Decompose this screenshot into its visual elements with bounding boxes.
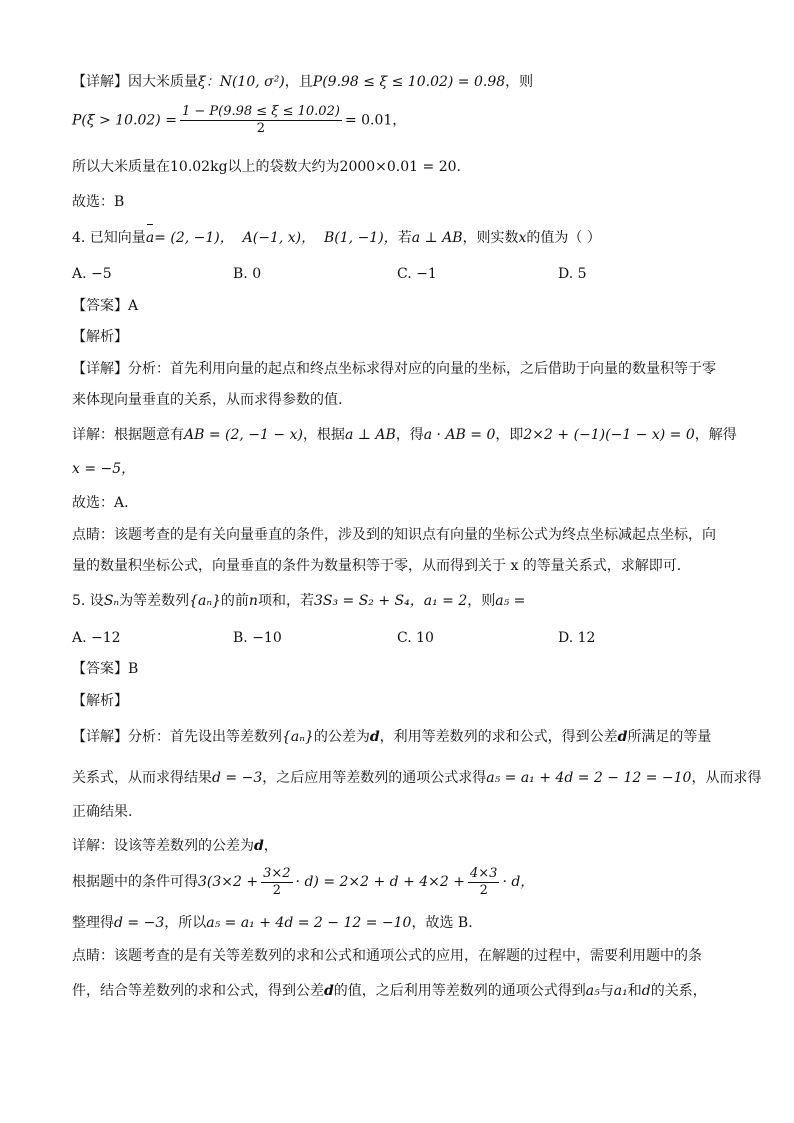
- math-fraction: $\frac{4\times 3}{2}$: [470, 865, 498, 898]
- option-a: A. −5: [72, 266, 112, 282]
- math-condition: 3S₃ = S₂ + S₄，a₁ = 2: [313, 593, 468, 609]
- point-b: B(1, −1)，: [324, 230, 398, 246]
- math-sequence: {aₙ}: [189, 593, 221, 609]
- math-vector-ab: AB = (2, −1 − x): [184, 427, 303, 443]
- math-target: a₅ =: [495, 593, 526, 609]
- choice-line: 故选：B: [72, 194, 125, 210]
- detail-text: 来体现向量垂直的关系，从而求得参数的值.: [72, 392, 343, 408]
- detail-line: 详解：根据题意有AB = (2, −1 − x)，根据a ⊥ AB，得a · AB = 0，即2×2 + (−1)(−1 − x) = 0，解得: [72, 427, 737, 443]
- detail-label: 【详解】因大米质量: [72, 74, 198, 90]
- math-sn: Sₙ: [103, 593, 120, 609]
- answer-label: 【答案】A: [72, 298, 139, 314]
- choice-line: 故选：A.: [72, 495, 129, 511]
- math-distribution: ξ：N(10, σ²): [198, 74, 285, 90]
- math-prob-lhs: P(ξ > 10.02) =: [72, 112, 177, 129]
- math-fraction: $\frac{1 - P(9.98 \le \xi \le 10.02)}{2}$: [181, 104, 340, 136]
- detail-text: 正确结果.: [72, 804, 133, 820]
- question-5-stem: 5. 设Sₙ为等差数列{aₙ}的前n项和，若3S₃ = S₂ + S₄，a₁ = 2，则a₅ =: [72, 593, 526, 609]
- option-a: A. −12: [72, 630, 121, 646]
- answer-label: 【答案】B: [72, 661, 139, 677]
- detail-line-2: [72, 104, 732, 137]
- detail-line: 根据题中的条件可得3(3×2 + $\frac{3\times 2}{2}$ · d) = 2×2 + d + 4×2 + $\frac{4\times 3}{2}$ · d，: [72, 865, 535, 898]
- math-fraction: $\frac{3\times 2}{2}$: [263, 865, 291, 898]
- note-text: 点睛：该题考查的是有关向量垂直的条件，涉及到的知识点有向量的坐标公式为终点坐标减起点坐标，向: [72, 527, 716, 543]
- detail-line-3: 所以大米质量在10.02kg以上的袋数大约为2000×0.01 = 20.: [72, 159, 461, 175]
- perpendicular-condition: a ⊥ AB: [411, 230, 463, 246]
- detail-line: 关系式，从而求得结果d = −3，之后应用等差数列的通项公式求得a₅ = a₁ + 4d = 2 − 12 = −10，从而求得: [72, 770, 762, 786]
- math-prob-rhs: = 0.01，: [344, 112, 407, 129]
- detail-line: 详解：设该等差数列的公差为d，: [72, 838, 278, 854]
- analysis-label: 【解析】: [72, 329, 128, 345]
- note-line: 件，结合等差数列的求和公式，得到公差d的值，之后利用等差数列的通项公式得到a₅与a₁和d的关系，: [72, 983, 707, 999]
- math-probability: P(9.98 ≤ ξ ≤ 10.02) = 0.98: [312, 74, 506, 90]
- math-count: 2000×0.01 = 20: [339, 159, 457, 175]
- option-d: D. 5: [558, 266, 587, 282]
- option-b: B. −10: [233, 630, 282, 646]
- analysis-label: 【解析】: [72, 693, 128, 709]
- math-weight: 10.02kg: [170, 159, 228, 175]
- math-equation: 2×2 + (−1)(−1 − x) = 0: [523, 427, 695, 443]
- math-result: x = −5，: [72, 461, 136, 477]
- option-c: C. −1: [397, 266, 437, 282]
- option-c: C. 10: [397, 630, 434, 646]
- question-4-stem: 4. 已知向量a= (2, −1)， A(−1, x)， B(1, −1)，若a ⊥ AB，则实数x的值为（ ）: [72, 227, 732, 249]
- option-b: B. 0: [233, 266, 262, 282]
- option-d: D. 12: [558, 630, 596, 646]
- point-a: A(−1, x)，: [242, 230, 316, 246]
- note-text: 量的数量积坐标公式，向量垂直的条件为数量积等于零，从而得到关于 x 的等量关系式，求解即可.: [72, 558, 682, 574]
- math-equation: a₅ = a₁ + 4d = 2 − 12 = −10: [486, 770, 692, 786]
- detail-line: 整理得d = −3，所以a₅ = a₁ + 4d = 2 − 12 = −10，故选 B.: [72, 915, 473, 931]
- detail-text: 【详解】分析：首先利用向量的起点和终点坐标求得对应的向量的坐标，之后借助于向量的数量积等于零: [72, 361, 716, 377]
- detail-line-1: 【详解】因大米质量ξ：N(10, σ²)，且P(9.98 ≤ ξ ≤ 10.02) = 0.98，则: [72, 74, 534, 90]
- detail-line: 【详解】分析：首先设出等差数列{aₙ}的公差为d，利用等差数列的求和公式，得到公差d所满足的等量: [72, 729, 712, 745]
- vector-a: a: [146, 227, 154, 249]
- note-text: 点睛：该题考查的是有关等差数列的求和公式和通项公式的应用，在解题的过程中，需要利用题中的条: [72, 948, 702, 964]
